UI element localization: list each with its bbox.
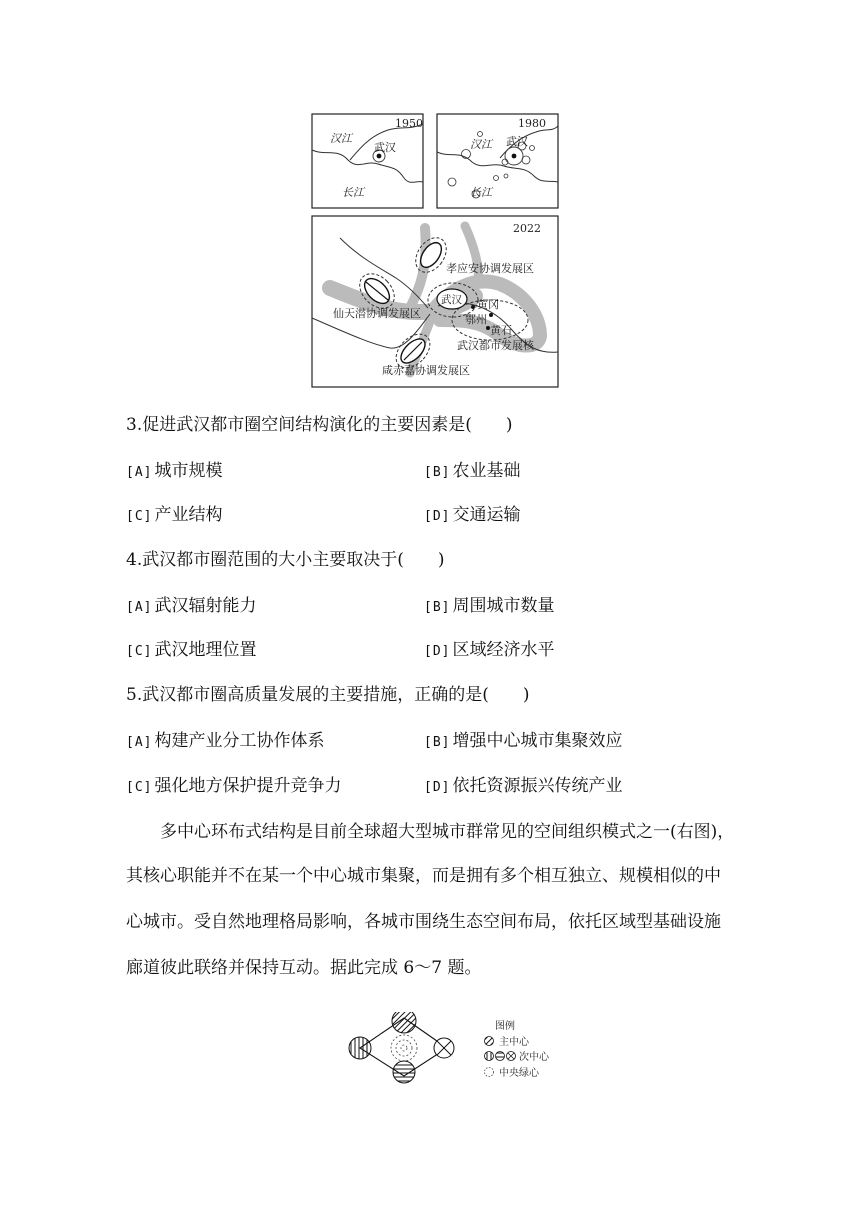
label-wuhan: 武汉 (441, 294, 462, 306)
option-letter: [D] (424, 644, 451, 659)
option-text: 农业基础 (452, 461, 521, 481)
option-letter: [A] (126, 735, 153, 750)
option-text: 周围城市数量 (452, 596, 555, 616)
q3-option-b[interactable] (424, 456, 520, 481)
legend-sub-symbol-3 (507, 1052, 516, 1061)
label-ezhou: 鄂州 (465, 313, 487, 326)
option-text: 强化地方保护提升竞争力 (154, 776, 342, 796)
map-1950-city-label: 武汉 (374, 141, 396, 154)
sub-center-node-west (349, 1037, 371, 1059)
q3-option-c[interactable] (126, 500, 222, 525)
option-text: 构建产业分工协作体系 (154, 731, 325, 751)
q4-option-d[interactable] (424, 635, 554, 660)
q3-option-d[interactable] (424, 500, 520, 525)
map-1980-yangtze-label: 长江 (470, 186, 492, 199)
legend-title: 图例 (495, 1021, 515, 1032)
legend-main-symbol (485, 1037, 494, 1046)
question-3-stem: 3.促进武汉都市圈空间结构演化的主要因素是( ) (126, 415, 513, 435)
option-letter: [B] (424, 600, 451, 615)
label-xianning: 咸赤嘉协调发展区 (382, 364, 470, 377)
q3-option-a[interactable] (126, 456, 222, 481)
option-text: 依托资源振兴传统产业 (452, 776, 623, 796)
sub-center-node-south (393, 1061, 415, 1083)
legend-main-center: 主中心 (499, 1037, 529, 1048)
legend-sub-symbol-2 (496, 1052, 505, 1061)
option-letter: [C] (126, 780, 153, 795)
option-letter: [C] (126, 509, 153, 524)
label-huangshi: 黄石 (490, 324, 512, 337)
option-text: 产业结构 (154, 505, 223, 525)
wuhan-maps-figure (300, 108, 570, 393)
option-letter: [D] (424, 780, 451, 795)
map-2022 (312, 216, 558, 387)
passage-line-3: 心城市。受自然地理格局影响，各城市围绕生态空间布局，依托区域型基础设施 (126, 912, 721, 932)
main-center-node (392, 1012, 416, 1033)
q4-option-a[interactable] (126, 591, 256, 616)
label-huanggang: 黄冈 (477, 298, 499, 311)
option-letter: [C] (126, 644, 153, 659)
passage-line-2: 其核心职能并不在某一个中心城市集聚，而是拥有多个相互独立、规模相似的中 (126, 866, 721, 886)
passage-line-4: 廊道彼此联络并保持互动。据此完成 6～7 题。 (126, 958, 482, 978)
q5-option-d[interactable] (424, 771, 622, 796)
option-text: 城市规模 (154, 461, 223, 481)
option-text: 武汉地理位置 (154, 640, 257, 660)
passage-line-1: 多中心环布式结构是目前全球超大型城市群常见的空间组织模式之一(右图)， (160, 822, 735, 842)
legend-green-center: 中央绿心 (499, 1068, 539, 1079)
option-text: 武汉辐射能力 (154, 596, 257, 616)
option-letter: [D] (424, 509, 451, 524)
label-xiaogan: 孝应安协调发展区 (446, 262, 534, 275)
option-text: 交通运输 (452, 505, 521, 525)
q4-option-c[interactable] (126, 635, 256, 660)
q5-option-c[interactable] (126, 771, 341, 796)
map-1980-year: 1980 (518, 117, 546, 130)
option-letter: [A] (126, 600, 153, 615)
map-1950-year: 1950 (395, 117, 423, 130)
q4-option-b[interactable] (424, 591, 554, 616)
question-5-stem: 5.武汉都市圈高质量发展的主要措施，正确的是( ) (126, 685, 530, 705)
legend-sub-center: 次中心 (519, 1052, 549, 1063)
option-letter: [B] (424, 465, 451, 480)
map-1980-city-label: 武汉 (506, 135, 528, 148)
map-2022-year: 2022 (513, 222, 541, 235)
sub-center-node-east (434, 1038, 454, 1058)
polycentric-diagram (330, 1012, 560, 1084)
option-text: 增强中心城市集聚效应 (452, 731, 623, 751)
option-letter: [B] (424, 735, 451, 750)
legend-green-symbol (485, 1068, 494, 1077)
label-xiantian: 仙天潜协调发展区 (333, 307, 421, 320)
q5-option-a[interactable] (126, 726, 324, 751)
option-letter: [A] (126, 465, 153, 480)
question-4-stem: 4.武汉都市圈范围的大小主要取决于( ) (126, 550, 445, 570)
option-text: 区域经济水平 (452, 640, 555, 660)
map-1980-han-label: 汉江 (470, 138, 492, 151)
map-1950 (312, 114, 423, 208)
q5-option-b[interactable] (424, 726, 622, 751)
legend-sub-symbol-1 (485, 1052, 494, 1061)
label-core: 武汉都市发展核 (457, 339, 534, 352)
map-1980 (437, 114, 558, 208)
map-1950-yangtze-label: 长江 (342, 186, 364, 199)
map-1950-han-label: 汉江 (330, 132, 352, 145)
diagram-legend (485, 1019, 551, 1079)
